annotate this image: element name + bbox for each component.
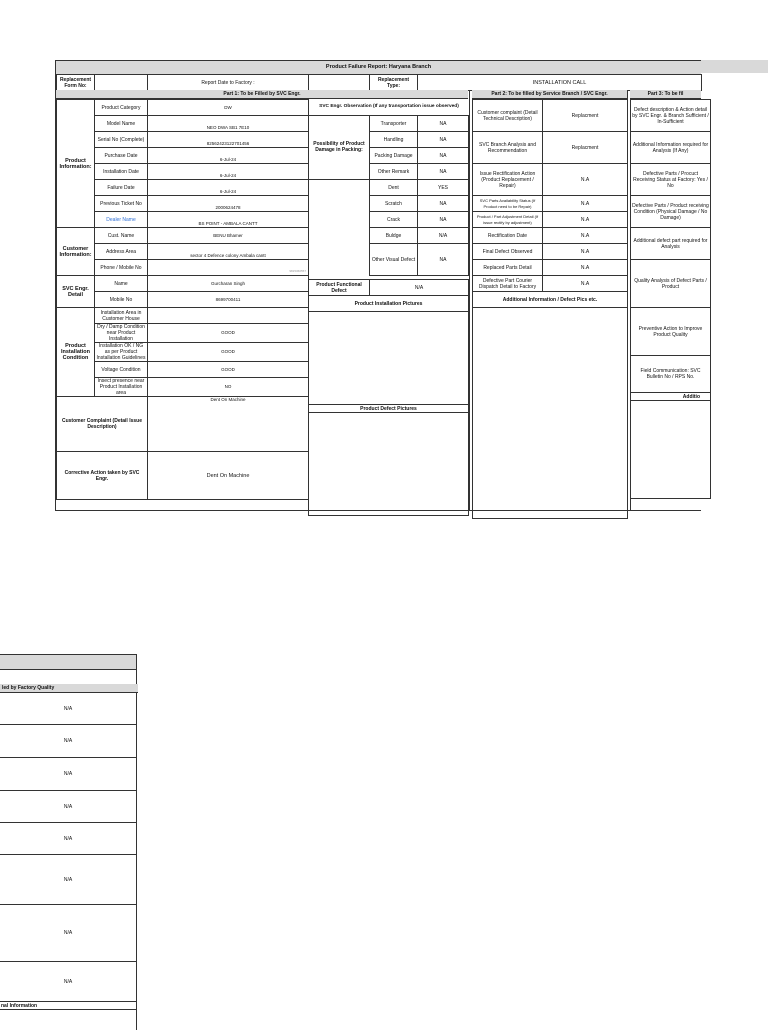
buldge-value: N/A	[418, 228, 469, 244]
defect-pictures-header: Product Defect Pictures	[309, 405, 469, 413]
page2-value-1: N/A	[0, 693, 137, 725]
part3-bottom-area	[631, 401, 711, 499]
part3-header: Part 3: To be fil	[630, 90, 701, 99]
installation-pictures-header: Product Installation Pictures	[309, 296, 469, 312]
damage-table	[308, 115, 469, 276]
previous-ticket-value: 2000624478	[148, 196, 309, 212]
handling-value: NA	[418, 132, 469, 148]
part2-adjustment-value: N.A	[543, 212, 628, 228]
handling-label: Handling	[370, 132, 418, 148]
customer-complaint-label: Customer Complaint (Detail Issue Description)	[57, 397, 148, 452]
address-area-label: Address Area	[95, 244, 148, 260]
installation-pictures-area	[309, 312, 469, 405]
corrective-action-value: Dent On Machine	[148, 452, 309, 500]
part3-item-4: Defective Parts / Product receiving Condition (Physical Damage / No Damage)	[631, 196, 711, 228]
other-remark-label: Other Remark	[370, 164, 418, 180]
svc-engr-detail-label: SVC Engr. Detail	[57, 276, 95, 308]
page2-value-7: N/A	[0, 905, 137, 962]
purchase-date-label: Purchase Date	[95, 148, 148, 164]
dealer-name-value: BS POINT - AMBALA CANTT	[148, 212, 309, 228]
part2-complaint-value: Replacment	[543, 100, 628, 132]
dent-value: YES	[418, 180, 469, 196]
defect-pictures-area	[309, 413, 469, 516]
page2-footer: nal Information	[0, 1002, 137, 1010]
insect-value: NO	[148, 378, 309, 397]
part2-final-defect-label: Final Defect Observed	[473, 244, 543, 260]
corrective-action-label: Corrective Action taken by SVC Engr.	[57, 452, 148, 500]
other-visual-defect-label: Other Visual Defect	[370, 244, 418, 276]
insect-label: Insect presence near Product Installation area	[95, 378, 148, 397]
page2-value-8: N/A	[0, 962, 137, 1002]
part3-item-1: Defect description & Action detail by SVC Engr. & Branch Sufficient / In-Sufficient	[631, 100, 711, 132]
installation-date-label: Installation Date	[95, 164, 148, 180]
model-name-value: NEO DWA SB1 7E10	[148, 116, 309, 132]
scratch-value: NA	[418, 196, 469, 212]
part2-parts-availability-label: SVC Parts Availability Status (If Product need to be Repair)	[473, 196, 543, 212]
page2-value-2: N/A	[0, 725, 137, 758]
part3-item-5: Additional defect part required for Analysis	[631, 228, 711, 260]
report-date-label: Report Date to Factory :	[148, 75, 309, 91]
part2-table	[472, 99, 628, 519]
svc-name-label: Name	[95, 276, 148, 292]
dry-damp-value: GOOD	[148, 324, 309, 343]
page2-blank-row	[0, 669, 136, 685]
part1-header: Part 1: To be Filled by SVC Engr.	[56, 90, 468, 99]
part2-analysis-label: SVC Branch Analysis and Recommendation	[473, 132, 543, 164]
failure-report-form	[55, 60, 709, 511]
failure-date-value: 6-Jul-24	[148, 180, 309, 196]
purchase-date-value: 6-Jul-24	[148, 148, 309, 164]
dry-damp-label: Dry / Damp Condition near Product Installation	[95, 324, 148, 343]
part3-item-3: Defective Parts / Procuct Receiving Status at Factory: Yes / No	[631, 164, 711, 196]
installation-call-value: INSTALLATION CALL	[418, 75, 702, 91]
part2-analysis-value: Replacment	[543, 132, 628, 164]
previous-ticket-label: Previous Ticket No	[95, 196, 148, 212]
installation-date-value: 6-Jul-24	[148, 164, 309, 180]
part2-parts-availability-value: N.A	[543, 196, 628, 212]
packing-damage-value: NA	[418, 148, 469, 164]
serial-no-value: 82562423122701456	[148, 132, 309, 148]
page2-value-4: N/A	[0, 791, 137, 823]
crack-label: Crack	[370, 212, 418, 228]
possibility-damage-label: Possibility of Product Damage in Packing:	[309, 116, 370, 180]
part2-adjustment-label: Product / Part Adjustment Detail (If issue rectify by adjustment)	[473, 212, 543, 228]
scratch-label: Scratch	[370, 196, 418, 212]
part2-courier-value: N.A	[543, 276, 628, 292]
damage-blank-cell	[309, 180, 370, 276]
product-category-label: Product Category	[95, 100, 148, 116]
svc-name-value: Gurcharan Singh	[148, 276, 309, 292]
failure-date-label: Failure Date	[95, 180, 148, 196]
product-information-label: Product Information:	[57, 100, 95, 228]
part3-additio-header: Additio	[631, 393, 711, 401]
phone-label: Phone / Mobile No	[95, 260, 148, 276]
install-ok-value: GOOD	[148, 343, 309, 362]
report-title: Product Failure Report: Haryana Branch	[56, 61, 701, 75]
phone-watermark: 9815360557	[289, 269, 306, 273]
other-visual-defect-value: NA	[418, 244, 469, 276]
voltage-label: Voltage Condition	[95, 362, 148, 378]
part2-replaced-parts-value: N.A	[543, 260, 628, 276]
part2-header: Part 2: To be filled by Service Branch / SVC Engr.	[472, 90, 627, 99]
part2-final-defect-value: N.A	[543, 244, 628, 260]
additional-info-area	[473, 308, 628, 519]
part2-rectification-date-value: N.A	[543, 228, 628, 244]
page2-title-bar	[0, 654, 136, 670]
model-name-label: Model Name	[95, 116, 148, 132]
part3-item-6: Quality Analysis of Defect Parts / Product	[631, 260, 711, 308]
transporter-value: NA	[418, 116, 469, 132]
part2-rectification-action-value: N.A	[543, 164, 628, 196]
part1-left-table	[56, 99, 309, 500]
functional-defect-label: Product Functional Defect	[309, 280, 370, 296]
header-shade-strip	[700, 60, 768, 73]
part2-complaint-label: Customer complaint (Detail Technical Description)	[473, 100, 543, 132]
crack-value: NA	[418, 212, 469, 228]
install-ok-label: Installation OK / NG as per Product Installation Guidelines	[95, 343, 148, 362]
part3-item-8: Field Communication: SVC Bulletin No / RPS No.	[631, 356, 711, 393]
additional-info-header: Additional Information / Defect Pics etc.	[473, 292, 628, 308]
voltage-value: GOOD	[148, 362, 309, 378]
packing-damage-label: Packing Damage	[370, 148, 418, 164]
install-area-value	[148, 308, 309, 324]
svc-observation-header: SVC Engr. Observation (If any transportation issue observed)	[308, 99, 469, 116]
dealer-name-label: Dealer Name	[95, 212, 148, 228]
serial-no-label: Serial No (Complete)	[95, 132, 148, 148]
installation-condition-label: Product Installation Condition	[57, 308, 95, 397]
part2-rectification-action-label: Issue Rectification Action (Product Replacement / Repair)	[473, 164, 543, 196]
cust-name-label: Cust. Name	[95, 228, 148, 244]
transporter-label: Transporter	[370, 116, 418, 132]
page2-fragment	[0, 654, 137, 1024]
customer-information-label: Customer Information:	[57, 228, 95, 276]
cust-name-value: BENU Bhamer	[148, 228, 309, 244]
part2-rectification-date-label: Rectification Date	[473, 228, 543, 244]
top-row-table	[56, 74, 702, 91]
svc-mobile-label: Mobile No	[95, 292, 148, 308]
report-date-field[interactable]	[309, 75, 370, 91]
functional-defect-value: N/A	[370, 280, 469, 296]
page2-header: led by Factory Quality	[0, 684, 138, 693]
functional-defect-table	[308, 279, 469, 516]
phone-value	[148, 260, 309, 276]
install-area-label: Installation Area in Customer House	[95, 308, 148, 324]
part2-courier-label: Defective Part Courier Dispatch Detail to Factory	[473, 276, 543, 292]
part3-table	[630, 99, 711, 499]
product-category-value: DW	[148, 100, 309, 116]
svc-mobile-value: 8699700411	[148, 292, 309, 308]
other-remark-value: NA	[418, 164, 469, 180]
replacement-type-label: Replacement Type:	[370, 75, 418, 91]
buldge-label: Buldge	[370, 228, 418, 244]
page2-value-6: N/A	[0, 855, 137, 905]
part2-replaced-parts-label: Replaced Parts Detail	[473, 260, 543, 276]
page2-values-table	[0, 692, 137, 1030]
replacement-form-no-label: Replacement Form No:	[57, 75, 95, 91]
dent-label: Dent	[370, 180, 418, 196]
part3-item-7: Preventive Action to Improve Product Quality	[631, 308, 711, 356]
page2-bottom-area	[0, 1010, 137, 1030]
page2-value-3: N/A	[0, 758, 137, 791]
part3-item-2: Additional Information required for Analysis (If Any)	[631, 132, 711, 164]
address-area-value: sector 4 Defence colony Ambala cantt	[148, 244, 309, 260]
page2-value-5: N/A	[0, 823, 137, 855]
customer-complaint-value: Dent On Machine	[148, 397, 309, 452]
replacement-form-no-field[interactable]	[95, 75, 148, 91]
